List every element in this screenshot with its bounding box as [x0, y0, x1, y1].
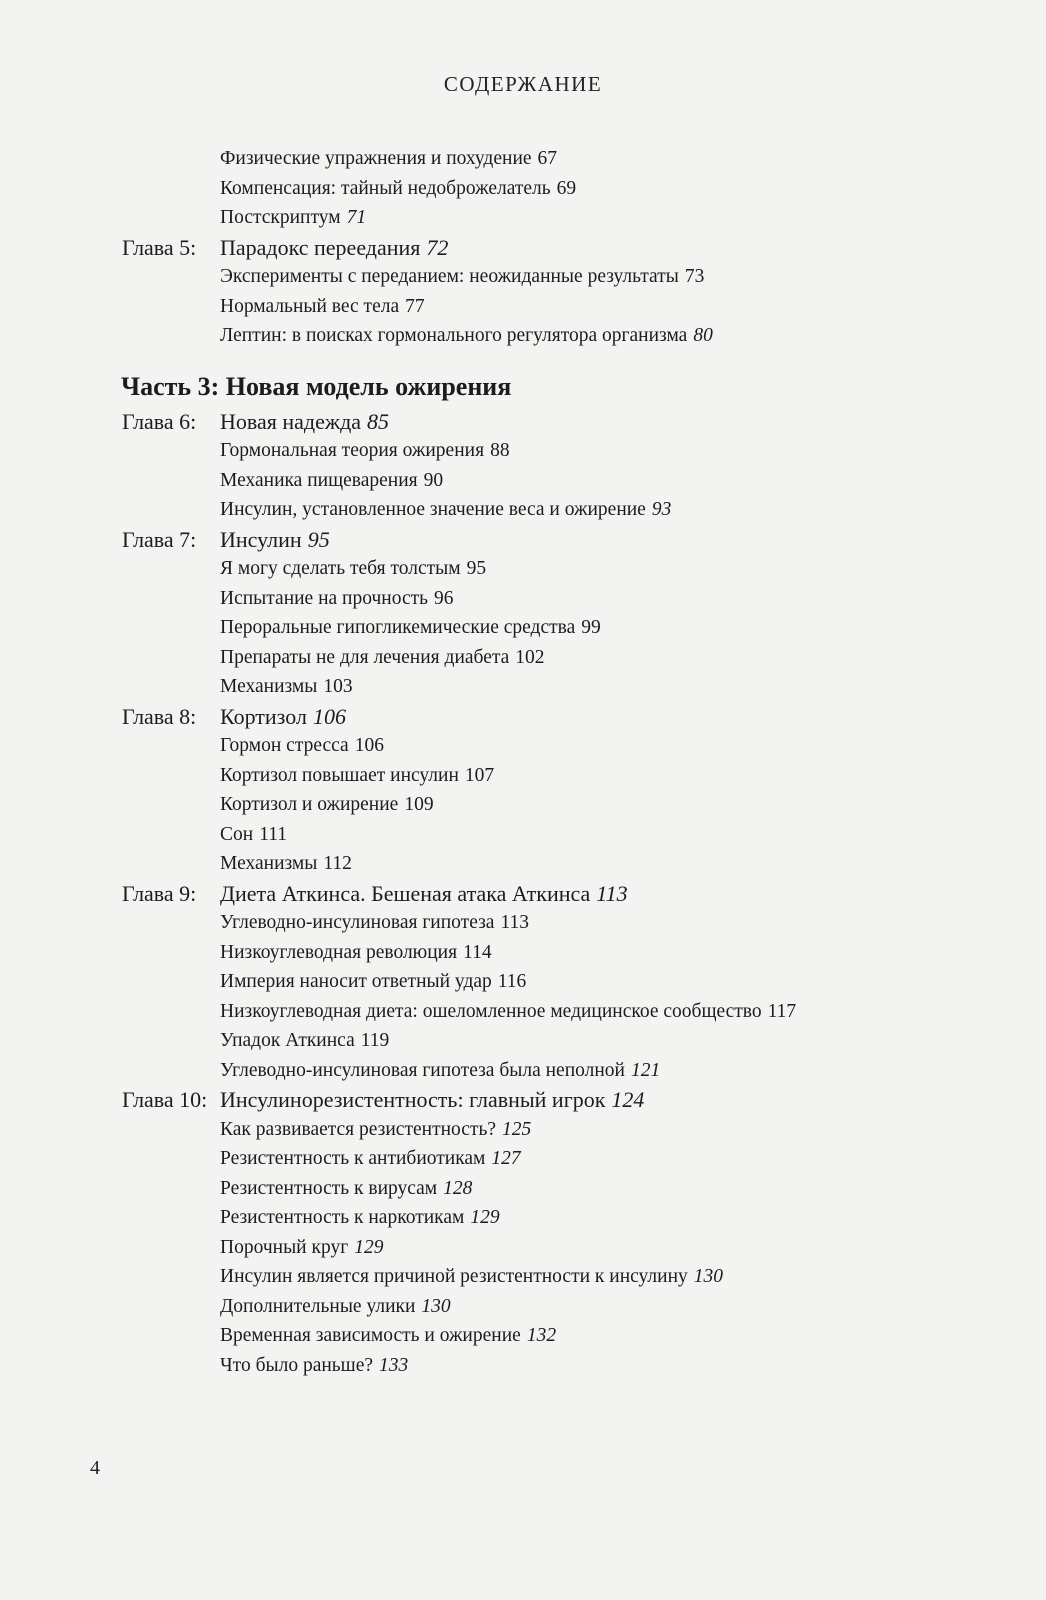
toc-page-number: 112 — [323, 853, 352, 874]
toc-entry-text: Порочный круг — [220, 1236, 349, 1258]
toc-entry-text: Низкоуглеводная революция — [220, 941, 458, 963]
toc-entry-text: Кортизол — [220, 703, 307, 729]
toc-chapter-row — [0, 879, 1046, 909]
toc-page-number: 132 — [526, 1325, 557, 1346]
toc-entry-title — [220, 554, 486, 584]
toc-entry-title — [220, 849, 352, 879]
toc-page-number: 85 — [367, 408, 390, 434]
toc-entry-title — [220, 1085, 644, 1115]
toc-entry-title — [220, 1351, 408, 1381]
toc-sub-row — [0, 1026, 1046, 1056]
toc-entry-text: Парадокс переедания — [220, 234, 421, 260]
toc-entry-text: Диета Аткинса. Бешеная атака Аткинса — [220, 880, 591, 906]
toc-entry-title — [220, 466, 443, 496]
toc-entry-title — [220, 1115, 531, 1145]
toc-page-number: 116 — [497, 971, 527, 992]
toc-entry-text: Кортизол повышает инсулин — [220, 764, 459, 786]
toc-page-number: 119 — [360, 1030, 390, 1051]
toc-page-number: 95 — [307, 526, 330, 552]
toc-page-number: 113 — [596, 880, 628, 906]
table-of-contents — [0, 144, 1046, 1380]
toc-entry-title — [220, 525, 330, 555]
toc-entry-title — [220, 407, 389, 437]
toc-entry-text: Постскриптум — [220, 207, 341, 228]
toc-entry-text: Часть 3: Новая модель ожирения — [121, 371, 512, 401]
toc-page-number: 71 — [346, 207, 367, 228]
toc-chapter-row — [0, 233, 1046, 263]
toc-entry-text: Механизмы — [220, 853, 318, 874]
toc-page-number: 113 — [500, 912, 529, 933]
toc-sub-row — [0, 1115, 1046, 1145]
toc-entry-title — [220, 1144, 521, 1174]
toc-page-number: 121 — [630, 1059, 661, 1081]
toc-part-row — [0, 367, 1046, 407]
toc-sub-row — [0, 174, 1046, 204]
toc-entry-text: Препараты не для лечения диабета — [220, 646, 510, 668]
toc-entry-title — [220, 233, 448, 263]
toc-entry-text: Инсулин, установленное значение веса и ожирение — [220, 499, 646, 520]
page-header: СОДЕРЖАНИЕ — [443, 72, 603, 96]
toc-page-number: 96 — [434, 587, 454, 609]
toc-page-number: 130 — [421, 1295, 451, 1317]
toc-sub-row — [0, 643, 1046, 673]
toc-entry-title — [220, 495, 671, 525]
toc-sub-row — [0, 1292, 1046, 1322]
toc-entry-text: Что было раньше? — [220, 1354, 374, 1376]
toc-entry-title — [121, 367, 511, 407]
toc-entry-text: Сон — [220, 823, 254, 845]
toc-sub-row — [0, 436, 1046, 466]
chapter-label: Глава 6: — [122, 408, 197, 434]
toc-sub-row — [0, 967, 1046, 997]
toc-entry-text: Инсулин — [220, 526, 302, 552]
toc-entry-text: Гормональная теория ожирения — [220, 440, 485, 461]
toc-page-number: 125 — [502, 1118, 532, 1140]
toc-page-number: 106 — [312, 703, 346, 729]
toc-sub-row — [0, 849, 1046, 879]
toc-page-number: 73 — [684, 266, 705, 287]
toc-entry-title — [220, 731, 384, 761]
toc-page-number: 93 — [651, 499, 672, 520]
toc-entry-text: Империя наносит ответный удар — [220, 971, 492, 992]
toc-sub-row — [0, 908, 1046, 938]
toc-entry-title — [220, 1026, 389, 1056]
toc-entry-text: Временная зависимость и ожирение — [220, 1325, 521, 1346]
toc-page-number: 103 — [323, 676, 353, 697]
toc-entry-text: Компенсация: тайный недоброжелатель — [220, 177, 551, 199]
toc-entry-title — [220, 790, 434, 820]
toc-entry-text: Механизмы — [220, 676, 318, 697]
toc-entry-title — [220, 144, 557, 174]
toc-page-number: 106 — [354, 735, 384, 756]
toc-entry-text: Резистентность к наркотикам — [220, 1207, 465, 1228]
toc-entry-text: Лептин: в поисках гормонального регулятора организма — [220, 325, 688, 346]
toc-sub-row — [0, 1321, 1046, 1351]
toc-entry-title — [220, 436, 510, 466]
toc-entry-text: Испытание на прочность — [220, 587, 429, 609]
toc-page-number: 88 — [490, 440, 510, 461]
toc-entry-text: Новая надежда — [220, 408, 362, 434]
toc-page-number: 129 — [470, 1207, 500, 1228]
toc-entry-text: Дополнительные улики — [220, 1295, 416, 1317]
toc-sub-row — [0, 1203, 1046, 1233]
toc-sub-row — [0, 997, 1046, 1027]
page-number: 4 — [90, 1457, 100, 1479]
toc-page-number: 124 — [611, 1087, 645, 1112]
toc-sub-row — [0, 144, 1046, 174]
toc-entry-text: Гормон стресса — [220, 735, 349, 756]
toc-page-number: 111 — [259, 823, 288, 845]
toc-sub-row — [0, 203, 1046, 233]
toc-page-number: 69 — [556, 177, 577, 199]
toc-sub-row — [0, 262, 1046, 292]
toc-entry-title — [220, 1262, 723, 1292]
toc-entry-title — [220, 584, 454, 614]
toc-entry-title — [220, 967, 526, 997]
toc-entry-title — [220, 203, 366, 233]
toc-entry-text: Пероральные гипогликемические средства — [220, 617, 576, 638]
toc-entry-text: Инсулин является причиной резистентности к инсулину — [220, 1266, 688, 1287]
toc-chapter-row — [0, 702, 1046, 732]
toc-entry-title — [220, 1321, 556, 1351]
toc-entry-title — [220, 292, 425, 322]
toc-entry-text: Кортизол и ожирение — [220, 794, 399, 815]
toc-entry-title — [220, 1056, 660, 1086]
toc-page-number: 127 — [491, 1148, 521, 1169]
chapter-label: Глава 10: — [122, 1087, 208, 1112]
toc-entry-text: Углеводно-инсулиновая гипотеза — [220, 912, 495, 933]
toc-entry-text: Эксперименты с переданием: неожиданные результаты — [220, 266, 679, 287]
toc-sub-row — [0, 613, 1046, 643]
toc-page-number: 102 — [515, 646, 545, 668]
toc-sub-row — [0, 466, 1046, 496]
chapter-label: Глава 5: — [122, 234, 197, 260]
toc-sub-row — [0, 820, 1046, 850]
toc-entry-title — [220, 820, 287, 850]
toc-entry-title — [220, 262, 704, 292]
toc-sub-row — [0, 292, 1046, 322]
toc-page-number: 90 — [423, 469, 444, 491]
toc-entry-title — [220, 997, 796, 1027]
toc-page-number: 67 — [537, 148, 558, 169]
toc-entry-text: Я могу сделать тебя толстым — [220, 558, 461, 579]
toc-page-number: 130 — [693, 1266, 724, 1287]
toc-entry-text: Инсулинорезистентность: главный игрок — [220, 1087, 606, 1112]
toc-page-number: 128 — [443, 1177, 473, 1199]
chapter-label: Глава 9: — [122, 880, 197, 906]
toc-entry-title — [220, 1233, 383, 1263]
toc-page-number: 114 — [463, 941, 492, 963]
toc-page-number: 133 — [379, 1354, 409, 1376]
toc-entry-title — [220, 761, 494, 791]
toc-entry-title — [220, 908, 529, 938]
chapter-label: Глава 8: — [122, 703, 197, 729]
toc-entry-text: Низкоуглеводная диета: ошеломленное медицинское сообщество — [220, 1000, 762, 1022]
toc-entry-text: Механика пищеварения — [220, 469, 418, 491]
toc-entry-title — [220, 174, 576, 204]
toc-page-number: 117 — [767, 1000, 797, 1022]
toc-page-number: 99 — [581, 617, 601, 638]
toc-entry-text: Упадок Аткинса — [220, 1030, 355, 1051]
toc-page-number: 72 — [426, 234, 449, 260]
toc-sub-row — [0, 584, 1046, 614]
toc-entry-title — [220, 1292, 451, 1322]
toc-entry-text: Нормальный вес тела — [220, 295, 400, 317]
toc-entry-text: Резистентность к вирусам — [220, 1177, 438, 1199]
toc-sub-row — [0, 761, 1046, 791]
toc-page-number: 109 — [404, 794, 434, 815]
toc-entry-title — [220, 938, 492, 968]
toc-entry-title — [220, 702, 346, 732]
toc-sub-row — [0, 790, 1046, 820]
toc-page-number: 129 — [354, 1236, 384, 1258]
toc-entry-text: Резистентность к антибиотикам — [220, 1148, 486, 1169]
toc-entry-title — [220, 879, 628, 909]
toc-sub-row — [0, 1144, 1046, 1174]
toc-sub-row — [0, 1056, 1046, 1086]
toc-sub-row — [0, 321, 1046, 351]
toc-sub-row — [0, 554, 1046, 584]
chapter-label: Глава 7: — [122, 526, 197, 552]
toc-page-number: 80 — [693, 325, 713, 346]
toc-entry-title — [220, 1174, 472, 1204]
toc-sub-row — [0, 1174, 1046, 1204]
toc-chapter-row — [0, 1085, 1046, 1115]
toc-entry-title — [220, 643, 545, 673]
toc-sub-row — [0, 938, 1046, 968]
toc-sub-row — [0, 495, 1046, 525]
toc-sub-row — [0, 672, 1046, 702]
toc-entry-title — [220, 672, 353, 702]
toc-sub-row — [0, 731, 1046, 761]
toc-chapter-row — [0, 525, 1046, 555]
toc-entry-title — [220, 321, 713, 351]
toc-entry-text: Как развивается резистентность? — [220, 1118, 496, 1140]
toc-sub-row — [0, 1262, 1046, 1292]
toc-entry-text: Углеводно-инсулиновая гипотеза была неполной — [220, 1059, 625, 1081]
toc-page-number: 77 — [405, 295, 425, 317]
toc-sub-row — [0, 1351, 1046, 1381]
toc-entry-text: Физические упражнения и похудение — [220, 148, 532, 169]
toc-entry-title — [220, 1203, 500, 1233]
toc-page-number: 95 — [466, 558, 487, 579]
toc-entry-title — [220, 613, 601, 643]
toc-chapter-row — [0, 407, 1046, 437]
toc-page-number: 107 — [464, 764, 495, 786]
toc-sub-row — [0, 1233, 1046, 1263]
